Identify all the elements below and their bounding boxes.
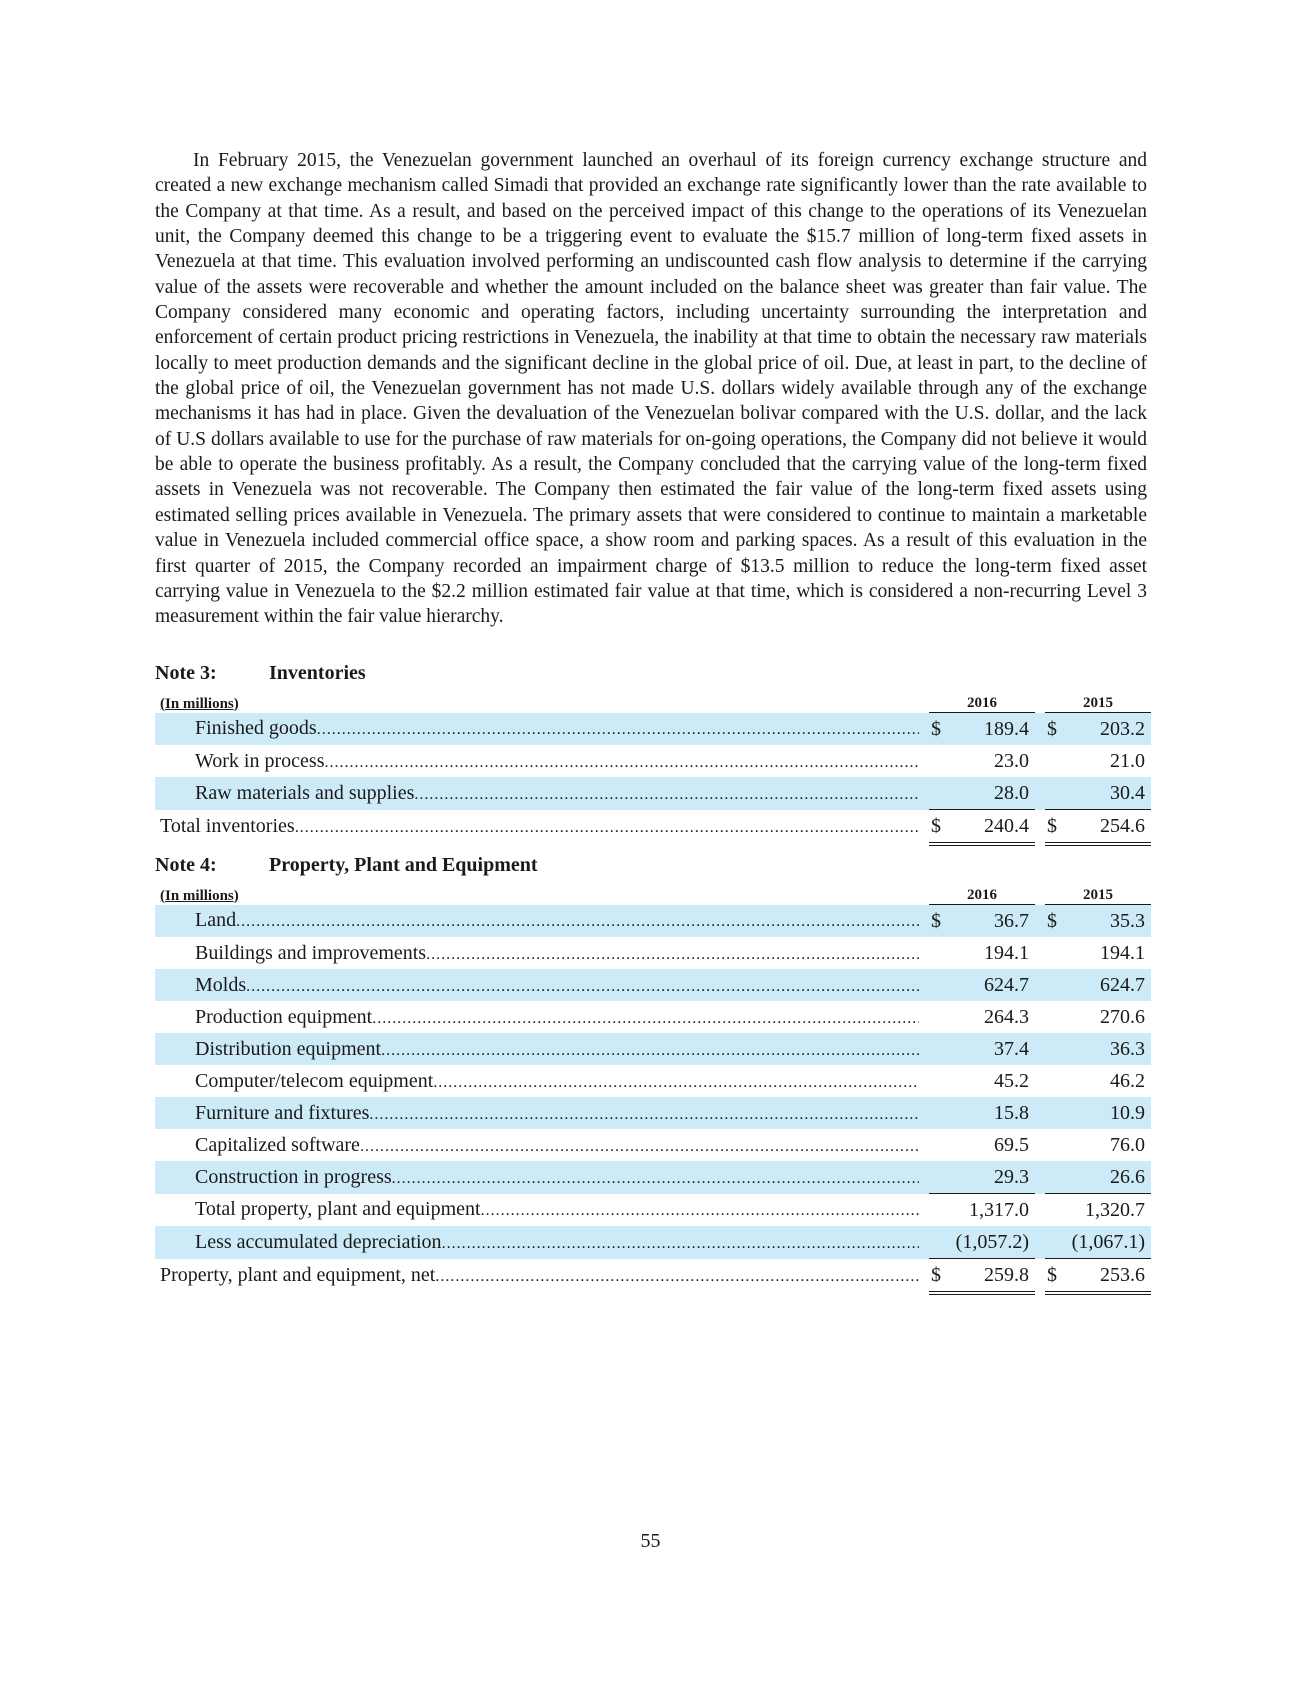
value-2016: 264.3	[984, 1005, 1029, 1028]
table-row	[155, 1161, 1151, 1194]
dot-leader	[360, 1138, 919, 1156]
value-2016: 624.7	[947, 969, 1035, 1001]
row-label-cell	[155, 1097, 919, 1129]
spacer	[919, 1001, 929, 1033]
row-label	[155, 1006, 919, 1029]
currency-symbol: $	[929, 905, 947, 938]
currency-symbol	[929, 937, 947, 969]
spacer	[1035, 1065, 1045, 1097]
currency-symbol	[929, 969, 947, 1001]
subtotal-row	[155, 1194, 1151, 1227]
row-label-cell	[155, 713, 919, 746]
row-label-text: Land	[195, 909, 237, 932]
spacer	[919, 777, 929, 810]
currency-symbol: $	[929, 810, 947, 845]
unit-label	[155, 882, 919, 905]
spacer	[1035, 969, 1045, 1001]
currency-symbol: $	[1045, 905, 1063, 938]
row-label-cell	[155, 937, 919, 969]
year-header: 2016	[929, 690, 1035, 713]
spacer	[919, 1129, 929, 1161]
value-2016: 194.1	[984, 941, 1029, 964]
table-row	[155, 905, 1151, 938]
currency-symbol: $	[929, 1259, 947, 1294]
unit-label-text: (In millions)	[160, 695, 239, 712]
value-2015: 46.2	[1110, 1069, 1145, 1092]
row-label-cell	[155, 1001, 919, 1033]
row-label	[155, 1198, 919, 1221]
row-label	[155, 1038, 919, 1061]
value-2016: 189.4	[947, 713, 1035, 746]
row-label-text: Less accumulated depreciation	[195, 1230, 442, 1253]
value-2015: (1,067.1)	[1063, 1226, 1151, 1259]
spacer	[1035, 810, 1045, 845]
currency-symbol	[929, 1065, 947, 1097]
ppe-table	[155, 882, 1151, 1295]
table-header-row	[155, 882, 1151, 905]
spacer	[919, 713, 929, 746]
currency-symbol: $	[1045, 1259, 1063, 1294]
currency-symbol	[1045, 1194, 1063, 1227]
currency-symbol	[1045, 1226, 1063, 1259]
spacer	[1035, 690, 1045, 713]
currency-symbol	[929, 1226, 947, 1259]
currency-symbol	[929, 777, 947, 810]
note4-title: Property, Plant and Equipment	[269, 854, 538, 876]
row-label-cell	[155, 969, 919, 1001]
year-header: 2016	[929, 882, 1035, 905]
value-2015: 30.4	[1063, 777, 1151, 810]
spacer	[919, 937, 929, 969]
note3-title: Inventories	[269, 662, 366, 684]
value-2015: 624.7	[1063, 969, 1151, 1001]
body-text-block	[155, 148, 1147, 630]
currency-symbol	[1045, 777, 1063, 810]
inventories-table	[155, 690, 1151, 846]
row-label-text: Production equipment	[195, 1005, 373, 1028]
table-header-row	[155, 690, 1151, 713]
value-2016: 23.0	[994, 749, 1029, 772]
value-2016: 1,317.0	[947, 1194, 1035, 1227]
spacer	[919, 1033, 929, 1065]
table-row	[155, 777, 1151, 810]
spacer	[1035, 1194, 1045, 1227]
spacer	[919, 810, 929, 845]
row-label-cell	[155, 777, 919, 810]
row-label-text: Buildings and improvements	[195, 941, 427, 964]
table-row	[155, 969, 1151, 1001]
row-label-cell	[155, 1129, 919, 1161]
currency-symbol	[929, 1033, 947, 1065]
dot-leader	[381, 1042, 919, 1060]
value-2015: 26.6	[1063, 1161, 1151, 1194]
currency-symbol	[1045, 745, 1063, 777]
table-row	[155, 1065, 1151, 1097]
currency-symbol	[1045, 1065, 1063, 1097]
row-label	[155, 942, 919, 965]
note3-number: Note 3:	[155, 662, 217, 684]
spacer	[1035, 882, 1045, 905]
row-label-text: Capitalized software	[195, 1133, 360, 1156]
dot-leader	[295, 819, 919, 837]
note4-heading	[155, 854, 538, 877]
row-label	[155, 974, 919, 997]
note4-number: Note 4:	[155, 854, 217, 876]
depreciation-row	[155, 1226, 1151, 1259]
note3-heading	[155, 662, 366, 685]
row-label-text: Furniture and fixtures	[195, 1101, 370, 1124]
row-label-text: Construction in progress	[195, 1165, 392, 1188]
spacer	[1035, 1161, 1045, 1194]
row-label-cell	[155, 810, 919, 845]
spacer	[1035, 937, 1045, 969]
value-2016: 240.4	[947, 810, 1035, 845]
spacer	[919, 1161, 929, 1194]
currency-symbol	[929, 1161, 947, 1194]
value-2015: 10.9	[1063, 1097, 1151, 1129]
dot-leader	[433, 1074, 919, 1092]
value-2015: 36.3	[1063, 1033, 1151, 1065]
unit-label	[155, 690, 919, 713]
row-label-text: Raw materials and supplies	[195, 781, 415, 804]
row-label	[155, 782, 919, 805]
spacer	[1035, 905, 1045, 938]
dot-leader	[372, 1010, 919, 1028]
dot-leader	[392, 1170, 919, 1188]
dot-leader	[442, 1235, 919, 1253]
currency-symbol	[929, 1129, 947, 1161]
row-label	[155, 1070, 919, 1093]
table-row	[155, 1129, 1151, 1161]
row-label	[155, 717, 919, 740]
row-label-cell	[155, 1226, 919, 1259]
row-label-text: Total inventories	[160, 815, 295, 838]
row-label-text: Computer/telecom equipment	[195, 1069, 434, 1092]
table-row	[155, 713, 1151, 746]
table-row	[155, 1001, 1151, 1033]
row-label	[155, 1231, 919, 1254]
page-number: 55	[640, 1530, 661, 1552]
currency-symbol	[929, 745, 947, 777]
currency-symbol: $	[929, 713, 947, 746]
currency-symbol	[1045, 1161, 1063, 1194]
value-2015: 76.0	[1110, 1133, 1145, 1156]
unit-label-text: (In millions)	[160, 887, 239, 904]
row-label-text: Distribution equipment	[195, 1037, 382, 1060]
dot-leader	[481, 1202, 919, 1220]
currency-symbol	[1045, 1033, 1063, 1065]
currency-symbol	[929, 1097, 947, 1129]
spacer	[1035, 745, 1045, 777]
value-2016: 259.8	[947, 1259, 1035, 1294]
value-2016: 45.2	[994, 1069, 1029, 1092]
row-label-cell	[155, 1065, 919, 1097]
spacer	[1035, 1259, 1045, 1294]
currency-symbol	[1045, 1097, 1063, 1129]
value-2015: 35.3	[1063, 905, 1151, 938]
value-2016: 28.0	[947, 777, 1035, 810]
spacer	[919, 1226, 929, 1259]
value-2015: 254.6	[1063, 810, 1151, 845]
row-label	[155, 909, 919, 932]
currency-symbol	[1045, 1129, 1063, 1161]
spacer	[1035, 713, 1045, 746]
dot-leader	[435, 1268, 919, 1286]
value-2016: 15.8	[947, 1097, 1035, 1129]
table-row	[155, 937, 1151, 969]
spacer	[919, 690, 929, 713]
currency-symbol	[1045, 1001, 1063, 1033]
value-2015: 194.1	[1100, 941, 1145, 964]
row-label-text: Molds	[195, 973, 247, 996]
row-label	[155, 1264, 919, 1287]
table-row	[155, 1097, 1151, 1129]
value-2016: 29.3	[947, 1161, 1035, 1194]
row-label-cell	[155, 905, 919, 938]
row-label-text: Work in process	[195, 749, 325, 772]
row-label-cell	[155, 1194, 919, 1227]
currency-symbol	[1045, 969, 1063, 1001]
row-label-text: Property, plant and equipment, net	[160, 1264, 436, 1287]
value-2016: 69.5	[994, 1133, 1029, 1156]
total-row	[155, 1259, 1151, 1294]
row-label	[155, 1166, 919, 1189]
table-row	[155, 1033, 1151, 1065]
spacer	[919, 882, 929, 905]
row-label-cell	[155, 745, 919, 777]
spacer	[919, 905, 929, 938]
table-row	[155, 745, 1151, 777]
row-label	[155, 1134, 919, 1157]
value-2015: 1,320.7	[1063, 1194, 1151, 1227]
dot-leader	[369, 1106, 919, 1124]
value-2016: 36.7	[947, 905, 1035, 938]
dot-leader	[414, 786, 919, 804]
spacer	[919, 1259, 929, 1294]
value-2015: 21.0	[1110, 749, 1145, 772]
currency-symbol	[1045, 937, 1063, 969]
row-label	[155, 750, 919, 773]
value-2015: 253.6	[1063, 1259, 1151, 1294]
spacer	[919, 1065, 929, 1097]
currency-symbol: $	[1045, 810, 1063, 845]
spacer	[1035, 1033, 1045, 1065]
total-row	[155, 810, 1151, 845]
value-2016: 37.4	[947, 1033, 1035, 1065]
value-2015: 270.6	[1100, 1005, 1145, 1028]
year-header: 2015	[1045, 690, 1151, 713]
spacer	[1035, 777, 1045, 810]
dot-leader	[426, 946, 919, 964]
dot-leader	[246, 978, 919, 996]
spacer	[919, 1097, 929, 1129]
spacer	[919, 969, 929, 1001]
value-2016: (1,057.2)	[947, 1226, 1035, 1259]
spacer	[919, 745, 929, 777]
row-label	[155, 815, 919, 838]
spacer	[1035, 1129, 1045, 1161]
currency-symbol	[929, 1194, 947, 1227]
row-label-cell	[155, 1259, 919, 1294]
row-label-cell	[155, 1033, 919, 1065]
currency-symbol: $	[1045, 713, 1063, 746]
spacer	[1035, 1001, 1045, 1033]
dot-leader	[236, 913, 919, 931]
body-paragraph: In February 2015, the Venezuelan government launched an overhaul of its foreign currency exchange structure and created a new exchange mechanism called Simadi that provided an exchange rate significantly lower than the rate available to the Company at that time. As a result, and based on the perceived impact of this change to the operations of its Venezuelan unit, the Company deemed this change to be a triggering event to evaluate the $15.7 million of long-term fixed assets in Venezuela at that time. This evaluation involved performing an undiscounted cash flow analysis to determine if the carrying value of the assets were recoverable and whether the amount included on the balance sheet was greater than fair value. The Company considered many economic and operating factors, including uncertainty surrounding the interpretation and enforcement of certain product pricing restrictions in Venezuela, the inability at that time to obtain the necessary raw materials locally to meet production demands and the significant decline in the global price of oil. Due, at least in part, to the decline of the global price of oil, the Venezuelan government has not made U.S. dollars widely available through any of the exchange mechanisms it has had in place. Given the devaluation of the Venezuelan bolivar compared with the U.S. dollar, and the lack of U.S dollars available to use for the purchase of raw materials for on-going operations, the Company did not believe it would be able to operate the business profitably. As a result, the Company concluded that the carrying value of the long-term fixed assets in Venezuela was not recoverable. The Company then estimated the fair value of the long-term fixed assets using estimated selling prices available in Venezuela. The primary assets that were considered to continue to maintain a marketable value in Venezuela included commercial office space, a show room and parking spaces. As a result of this evaluation in the first quarter of 2015, the Company recorded an impairment charge of $13.5 million to reduce the long-term fixed asset carrying value in Venezuela to the $2.2 million estimated fair value at that time, which is considered a non-recurring Level 3 measurement within the fair value hierarchy.	[155, 150, 1147, 628]
dot-leader	[317, 721, 919, 739]
currency-symbol	[929, 1001, 947, 1033]
spacer	[1035, 1097, 1045, 1129]
dot-leader	[324, 754, 919, 772]
row-label-text: Total property, plant and equipment	[195, 1198, 481, 1221]
row-label-text: Finished goods	[195, 717, 317, 740]
row-label	[155, 1102, 919, 1125]
year-header: 2015	[1045, 882, 1151, 905]
row-label-cell	[155, 1161, 919, 1194]
spacer	[1035, 1226, 1045, 1259]
value-2015: 203.2	[1063, 713, 1151, 746]
spacer	[919, 1194, 929, 1227]
